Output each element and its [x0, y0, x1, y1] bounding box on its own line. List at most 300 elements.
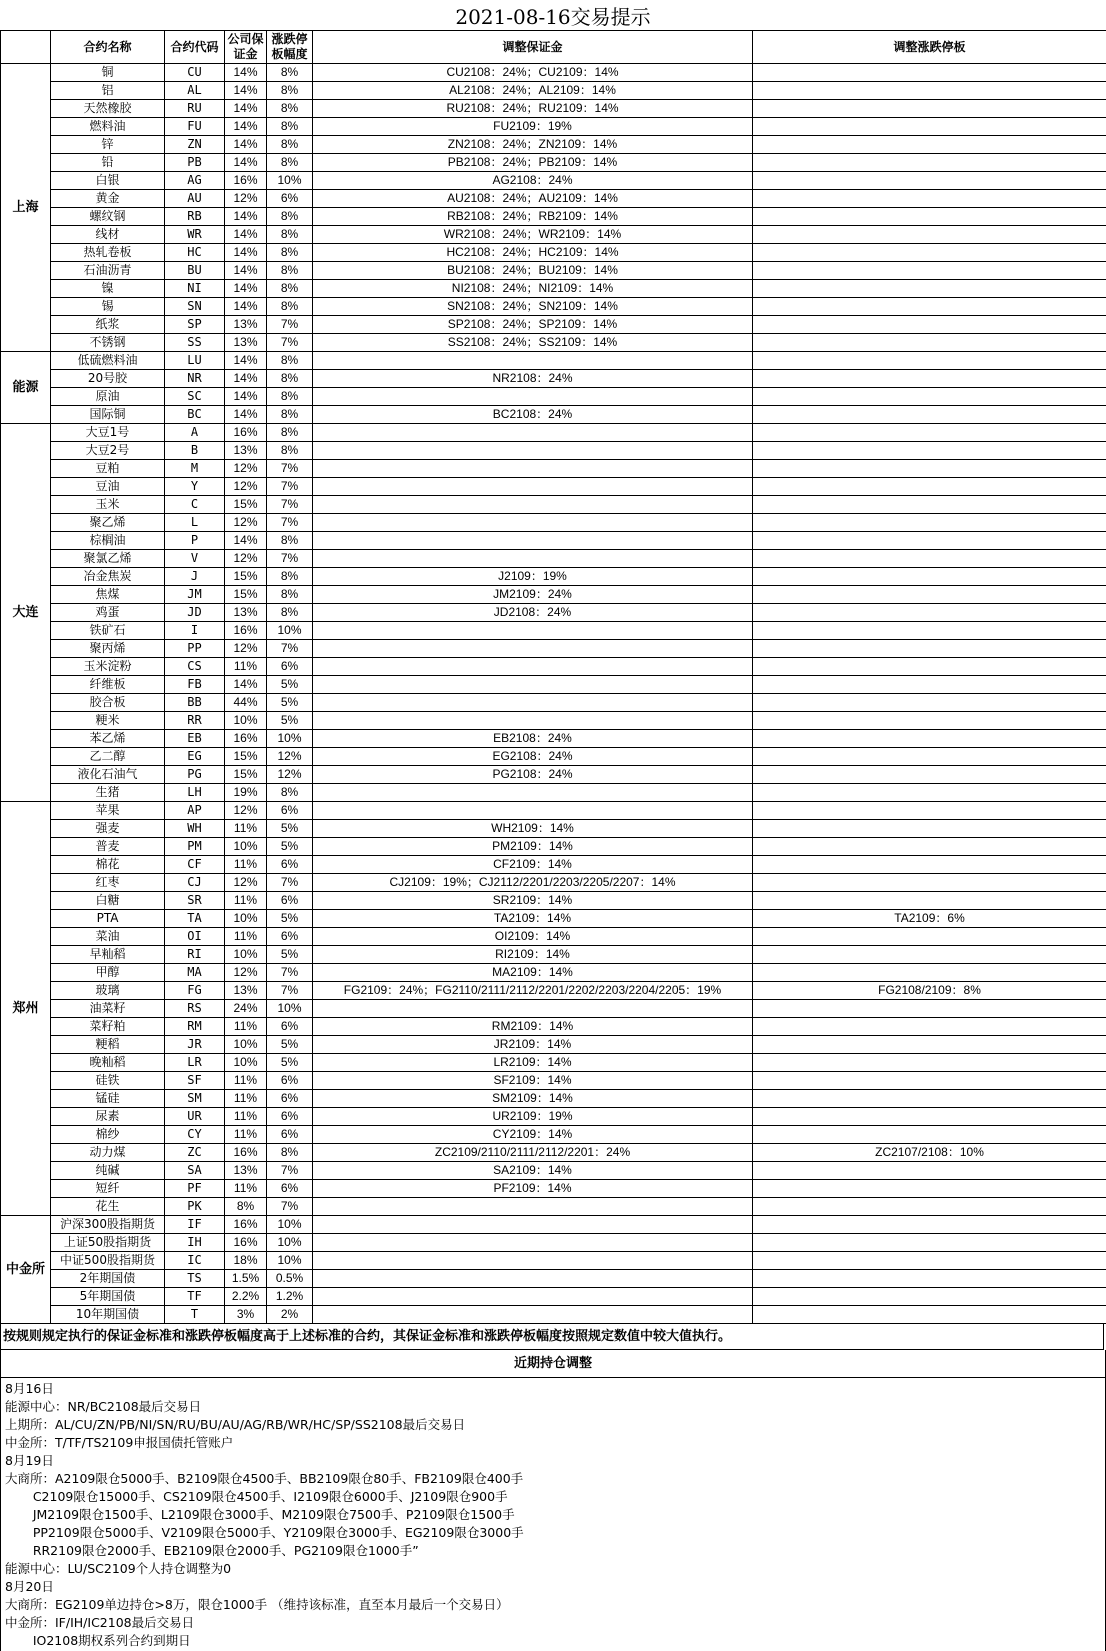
adjusted-margin-cell: PF2109：14% [313, 1180, 753, 1198]
table-row [1, 64, 1106, 82]
table-row [1, 784, 1106, 802]
adjusted-margin-cell: OI2109：14% [313, 928, 753, 946]
contract-code-cell: SP [165, 316, 225, 334]
contract-code-cell: SN [165, 298, 225, 316]
table-row [1, 136, 1106, 154]
company-margin-cell: 8% [225, 1198, 267, 1216]
contract-code-cell: PB [165, 154, 225, 172]
position-line: 8月16日 [5, 1381, 54, 1396]
position-line: IO2108期权系列合约到期日 [5, 1633, 191, 1648]
contract-code-cell: V [165, 550, 225, 568]
table-row [1, 460, 1106, 478]
company-margin-cell: 11% [225, 856, 267, 874]
company-margin-cell: 11% [225, 928, 267, 946]
table-row [1, 910, 1106, 928]
contract-name-cell: 20号胶 [51, 370, 165, 388]
contract-code-cell: IC [165, 1252, 225, 1270]
adjusted-margin-cell [313, 802, 753, 820]
contract-name-cell: 豆油 [51, 478, 165, 496]
price-limit-cell: 6% [267, 892, 313, 910]
contract-code-cell: WR [165, 226, 225, 244]
contract-name-cell: 棉花 [51, 856, 165, 874]
contract-name-cell: 乙二醇 [51, 748, 165, 766]
table-row [1, 388, 1106, 406]
adjusted-margin-cell: PM2109：14% [313, 838, 753, 856]
company-margin-cell: 14% [225, 532, 267, 550]
company-margin-cell: 10% [225, 1054, 267, 1072]
contract-code-cell: RB [165, 208, 225, 226]
table-row [1, 316, 1106, 334]
table-row [1, 586, 1106, 604]
adjusted-limit-cell [753, 1072, 1106, 1090]
adjusted-margin-cell [313, 352, 753, 370]
price-limit-cell: 1.2% [267, 1288, 313, 1306]
adjusted-limit-cell [753, 226, 1106, 244]
adjusted-margin-cell [313, 1216, 753, 1234]
company-margin-cell: 12% [225, 550, 267, 568]
company-margin-cell: 12% [225, 460, 267, 478]
company-margin-cell: 10% [225, 1036, 267, 1054]
adjusted-limit-cell [753, 712, 1106, 730]
contract-code-cell: RI [165, 946, 225, 964]
contract-name-cell: 纸浆 [51, 316, 165, 334]
adjusted-limit-cell: ZC2107/2108：10% [753, 1144, 1106, 1162]
adjusted-margin-cell: CJ2109：19%；CJ2112/2201/2203/2205/2207：14% [313, 874, 753, 892]
price-limit-cell: 8% [267, 118, 313, 136]
company-margin-cell: 14% [225, 352, 267, 370]
adjusted-margin-cell: ZN2108：24%；ZN2109：14% [313, 136, 753, 154]
price-limit-cell: 5% [267, 820, 313, 838]
table-row [1, 874, 1106, 892]
price-limit-cell: 0.5% [267, 1270, 313, 1288]
adjusted-limit-cell [753, 280, 1106, 298]
adjusted-limit-cell [753, 172, 1106, 190]
company-margin-cell: 11% [225, 820, 267, 838]
adjusted-margin-cell [313, 1306, 753, 1324]
table-row [1, 676, 1106, 694]
adjusted-limit-cell [753, 208, 1106, 226]
contract-code-cell: A [165, 424, 225, 442]
adjusted-limit-cell: TA2109：6% [753, 910, 1106, 928]
contract-name-cell: 硅铁 [51, 1072, 165, 1090]
position-line: 8月19日 [5, 1453, 54, 1468]
position-line: 8月20日 [5, 1579, 54, 1594]
table-row [1, 856, 1106, 874]
price-limit-cell: 7% [267, 460, 313, 478]
adjusted-margin-cell: SP2108：24%；SP2109：14% [313, 316, 753, 334]
table-row [1, 820, 1106, 838]
contract-name-cell: 甲醇 [51, 964, 165, 982]
company-margin-cell: 11% [225, 1126, 267, 1144]
company-margin-cell: 16% [225, 1144, 267, 1162]
table-row [1, 658, 1106, 676]
price-limit-cell: 8% [267, 226, 313, 244]
table-row [1, 982, 1106, 1000]
contract-name-cell: 晚籼稻 [51, 1054, 165, 1072]
contract-code-cell: LR [165, 1054, 225, 1072]
price-limit-cell: 10% [267, 1252, 313, 1270]
price-limit-cell: 8% [267, 784, 313, 802]
contract-name-cell: 螺纹钢 [51, 208, 165, 226]
adjusted-margin-cell: SR2109：14% [313, 892, 753, 910]
company-margin-cell: 14% [225, 370, 267, 388]
company-margin-cell: 15% [225, 568, 267, 586]
contract-name-cell: 棕榈油 [51, 532, 165, 550]
contract-code-cell: SS [165, 334, 225, 352]
price-limit-cell: 8% [267, 568, 313, 586]
header-exchange [1, 31, 51, 64]
price-limit-cell: 8% [267, 370, 313, 388]
adjusted-margin-cell [313, 1270, 753, 1288]
adjusted-limit-cell [753, 316, 1106, 334]
contract-name-cell: 菜油 [51, 928, 165, 946]
adjusted-limit-cell [753, 838, 1106, 856]
company-margin-cell: 14% [225, 136, 267, 154]
price-limit-cell: 8% [267, 442, 313, 460]
table-row [1, 190, 1106, 208]
adjusted-margin-cell: FU2109：19% [313, 118, 753, 136]
adjusted-limit-cell [753, 442, 1106, 460]
table-row [1, 100, 1106, 118]
contract-name-cell: 2年期国债 [51, 1270, 165, 1288]
table-row [1, 244, 1106, 262]
adjusted-margin-cell [313, 1252, 753, 1270]
company-margin-cell: 10% [225, 946, 267, 964]
contract-name-cell: 尿素 [51, 1108, 165, 1126]
contract-name-cell: 玉米 [51, 496, 165, 514]
adjusted-margin-cell: SM2109：14% [313, 1090, 753, 1108]
adjusted-limit-cell [753, 136, 1106, 154]
adjusted-margin-cell [313, 676, 753, 694]
contract-code-cell: J [165, 568, 225, 586]
exchange-cell: 大连 [1, 424, 51, 802]
price-limit-cell: 7% [267, 514, 313, 532]
company-margin-cell: 13% [225, 982, 267, 1000]
adjusted-limit-cell [753, 856, 1106, 874]
contract-name-cell: 低硫燃料油 [51, 352, 165, 370]
adjusted-margin-cell [313, 424, 753, 442]
contract-name-cell: 动力煤 [51, 1144, 165, 1162]
contract-code-cell: IH [165, 1234, 225, 1252]
contract-name-cell: 沪深300股指期货 [51, 1216, 165, 1234]
adjusted-margin-cell [313, 1000, 753, 1018]
table-row [1, 478, 1106, 496]
adjusted-margin-cell: CF2109：14% [313, 856, 753, 874]
adjusted-margin-cell [313, 514, 753, 532]
adjusted-limit-cell [753, 100, 1106, 118]
price-limit-cell: 8% [267, 298, 313, 316]
adjusted-limit-cell [753, 1126, 1106, 1144]
price-limit-cell: 8% [267, 82, 313, 100]
contract-code-cell: FB [165, 676, 225, 694]
price-limit-cell: 6% [267, 856, 313, 874]
table-row [1, 604, 1106, 622]
price-limit-cell: 5% [267, 1054, 313, 1072]
adjusted-margin-cell: EB2108：24% [313, 730, 753, 748]
contract-code-cell: CF [165, 856, 225, 874]
contract-code-cell: LU [165, 352, 225, 370]
price-limit-cell: 8% [267, 388, 313, 406]
contract-code-cell: MA [165, 964, 225, 982]
company-margin-cell: 14% [225, 82, 267, 100]
company-margin-cell: 11% [225, 658, 267, 676]
table-row [1, 82, 1106, 100]
company-margin-cell: 13% [225, 1162, 267, 1180]
contract-code-cell: T [165, 1306, 225, 1324]
contract-name-cell: 原油 [51, 388, 165, 406]
contract-name-cell: 铅 [51, 154, 165, 172]
rule-note: 按规则规定执行的保证金标准和涨跌停板幅度高于上述标准的合约，其保证金标准和涨跌停板幅度按照规定数值中较大值执行。 [0, 1324, 1104, 1350]
company-margin-cell: 16% [225, 622, 267, 640]
table-row [1, 208, 1106, 226]
contract-name-cell: 白糖 [51, 892, 165, 910]
table-row [1, 280, 1106, 298]
price-limit-cell: 10% [267, 730, 313, 748]
company-margin-cell: 12% [225, 514, 267, 532]
contract-name-cell: 铜 [51, 64, 165, 82]
table-row [1, 802, 1106, 820]
positions-list [0, 1378, 1106, 1651]
adjusted-limit-cell [753, 1252, 1106, 1270]
price-limit-cell: 8% [267, 532, 313, 550]
table-row [1, 1288, 1106, 1306]
table-row [1, 748, 1106, 766]
table-row [1, 1126, 1106, 1144]
position-line: PP2109限仓5000手、V2109限仓5000手、Y2109限仓3000手、EG2109限仓3000手 [5, 1525, 524, 1540]
adjusted-margin-cell: WH2109：14% [313, 820, 753, 838]
adjusted-limit-cell [753, 1270, 1106, 1288]
price-limit-cell: 5% [267, 712, 313, 730]
adjusted-margin-cell: PG2108：24% [313, 766, 753, 784]
adjusted-margin-cell: CY2109：14% [313, 1126, 753, 1144]
company-margin-cell: 14% [225, 406, 267, 424]
adjusted-margin-cell [313, 460, 753, 478]
price-limit-cell: 6% [267, 658, 313, 676]
price-limit-cell: 7% [267, 550, 313, 568]
price-limit-cell: 7% [267, 334, 313, 352]
table-row [1, 838, 1106, 856]
adjusted-margin-cell: EG2108：24% [313, 748, 753, 766]
table-row [1, 1072, 1106, 1090]
table-row [1, 1090, 1106, 1108]
company-margin-cell: 16% [225, 1216, 267, 1234]
company-margin-cell: 13% [225, 316, 267, 334]
price-limit-cell: 6% [267, 1126, 313, 1144]
adjusted-margin-cell: TA2109：14% [313, 910, 753, 928]
contract-code-cell: EG [165, 748, 225, 766]
adjusted-margin-cell: PB2108：24%；PB2109：14% [313, 154, 753, 172]
contract-code-cell: SC [165, 388, 225, 406]
price-limit-cell: 2% [267, 1306, 313, 1324]
company-margin-cell: 12% [225, 802, 267, 820]
adjusted-margin-cell: ZC2109/2110/2111/2112/2201：24% [313, 1144, 753, 1162]
contract-code-cell: SM [165, 1090, 225, 1108]
adjusted-margin-cell [313, 496, 753, 514]
contract-code-cell: B [165, 442, 225, 460]
contract-code-cell: HC [165, 244, 225, 262]
adjusted-limit-cell [753, 1162, 1106, 1180]
adjusted-limit-cell [753, 694, 1106, 712]
contract-name-cell: 苯乙烯 [51, 730, 165, 748]
adjusted-limit-cell [753, 1054, 1106, 1072]
price-limit-cell: 7% [267, 964, 313, 982]
contract-name-cell: 冶金焦炭 [51, 568, 165, 586]
price-limit-cell: 10% [267, 172, 313, 190]
adjusted-limit-cell [753, 1180, 1106, 1198]
price-limit-cell: 7% [267, 1198, 313, 1216]
company-margin-cell: 19% [225, 784, 267, 802]
contract-code-cell: PK [165, 1198, 225, 1216]
contract-name-cell: 红枣 [51, 874, 165, 892]
company-margin-cell: 11% [225, 1018, 267, 1036]
contract-code-cell: RR [165, 712, 225, 730]
company-margin-cell: 14% [225, 226, 267, 244]
company-margin-cell: 10% [225, 910, 267, 928]
adjusted-margin-cell [313, 442, 753, 460]
adjusted-margin-cell: BC2108：24% [313, 406, 753, 424]
contract-name-cell: PTA [51, 910, 165, 928]
contract-name-cell: 油菜籽 [51, 1000, 165, 1018]
company-margin-cell: 12% [225, 640, 267, 658]
table-row [1, 712, 1106, 730]
adjusted-margin-cell [313, 478, 753, 496]
company-margin-cell: 44% [225, 694, 267, 712]
table-row [1, 514, 1106, 532]
position-line: 上期所：AL/CU/ZN/PB/NI/SN/RU/BU/AU/AG/RB/WR/HC/SP/SS2108最后交易日 [5, 1417, 466, 1432]
price-limit-cell: 8% [267, 352, 313, 370]
adjusted-limit-cell [753, 676, 1106, 694]
exchange-cell: 中金所 [1, 1216, 51, 1324]
price-limit-cell: 5% [267, 946, 313, 964]
company-margin-cell: 2.2% [225, 1288, 267, 1306]
adjusted-margin-cell: UR2109：19% [313, 1108, 753, 1126]
adjusted-margin-cell: J2109：19% [313, 568, 753, 586]
contract-name-cell: 鸡蛋 [51, 604, 165, 622]
contract-name-cell: 国际铜 [51, 406, 165, 424]
adjusted-limit-cell [753, 478, 1106, 496]
adjusted-margin-cell: WR2108：24%；WR2109：14% [313, 226, 753, 244]
table-row [1, 154, 1106, 172]
contract-code-cell: SA [165, 1162, 225, 1180]
contract-code-cell: NI [165, 280, 225, 298]
table-row [1, 352, 1106, 370]
contract-code-cell: IF [165, 1216, 225, 1234]
positions-title: 近期持仓调整 [0, 1350, 1106, 1378]
company-margin-cell: 12% [225, 964, 267, 982]
table-row [1, 532, 1106, 550]
contract-name-cell: 线材 [51, 226, 165, 244]
price-limit-cell: 6% [267, 1180, 313, 1198]
price-limit-cell: 6% [267, 928, 313, 946]
contract-name-cell: 早籼稻 [51, 946, 165, 964]
company-margin-cell: 14% [225, 262, 267, 280]
company-margin-cell: 12% [225, 478, 267, 496]
table-row [1, 622, 1106, 640]
adjusted-limit-cell [753, 766, 1106, 784]
company-margin-cell: 12% [225, 874, 267, 892]
table-row [1, 928, 1106, 946]
contract-name-cell: 粳稻 [51, 1036, 165, 1054]
contract-code-cell: M [165, 460, 225, 478]
margin-table [0, 30, 1106, 1324]
table-row [1, 370, 1106, 388]
contract-name-cell: 玻璃 [51, 982, 165, 1000]
contract-name-cell: 大豆1号 [51, 424, 165, 442]
table-row [1, 334, 1106, 352]
company-margin-cell: 16% [225, 1234, 267, 1252]
company-margin-cell: 14% [225, 64, 267, 82]
company-margin-cell: 3% [225, 1306, 267, 1324]
adjusted-limit-cell [753, 334, 1106, 352]
adjusted-limit-cell [753, 154, 1106, 172]
contract-code-cell: SR [165, 892, 225, 910]
contract-name-cell: 聚乙烯 [51, 514, 165, 532]
header-name: 合约名称 [51, 31, 165, 64]
company-margin-cell: 14% [225, 208, 267, 226]
adjusted-limit-cell [753, 1198, 1106, 1216]
adjusted-limit-cell [753, 118, 1106, 136]
header-margin: 公司保证金 [225, 31, 267, 64]
table-row [1, 262, 1106, 280]
price-limit-cell: 8% [267, 604, 313, 622]
price-limit-cell: 10% [267, 1234, 313, 1252]
adjusted-limit-cell [753, 568, 1106, 586]
contract-name-cell: 5年期国债 [51, 1288, 165, 1306]
contract-code-cell: SF [165, 1072, 225, 1090]
adjusted-limit-cell [753, 460, 1106, 478]
price-limit-cell: 6% [267, 1072, 313, 1090]
price-limit-cell: 7% [267, 640, 313, 658]
adjusted-margin-cell: AU2108：24%；AU2109：14% [313, 190, 753, 208]
price-limit-cell: 8% [267, 208, 313, 226]
contract-code-cell: UR [165, 1108, 225, 1126]
adjusted-margin-cell: JM2109：24% [313, 586, 753, 604]
contract-code-cell: AP [165, 802, 225, 820]
table-row [1, 1018, 1106, 1036]
position-line: C2109限仓15000手、CS2109限仓4500手、I2109限仓6000手、J2109限仓900手 [5, 1489, 508, 1504]
company-margin-cell: 11% [225, 1090, 267, 1108]
adjusted-limit-cell [753, 802, 1106, 820]
price-limit-cell: 7% [267, 478, 313, 496]
contract-code-cell: CU [165, 64, 225, 82]
contract-name-cell: 热轧卷板 [51, 244, 165, 262]
contract-code-cell: CY [165, 1126, 225, 1144]
table-header-row [1, 31, 1106, 64]
contract-name-cell: 普麦 [51, 838, 165, 856]
adjusted-limit-cell [753, 640, 1106, 658]
price-limit-cell: 10% [267, 1000, 313, 1018]
price-limit-cell: 8% [267, 100, 313, 118]
table-row [1, 1234, 1106, 1252]
company-margin-cell: 14% [225, 676, 267, 694]
adjusted-limit-cell [753, 1234, 1106, 1252]
contract-code-cell: RU [165, 100, 225, 118]
adjusted-limit-cell [753, 244, 1106, 262]
exchange-cell: 郑州 [1, 802, 51, 1216]
table-row [1, 1108, 1106, 1126]
contract-name-cell: 粳米 [51, 712, 165, 730]
adjusted-margin-cell [313, 550, 753, 568]
adjusted-margin-cell: MA2109：14% [313, 964, 753, 982]
adjusted-limit-cell [753, 1288, 1106, 1306]
company-margin-cell: 16% [225, 172, 267, 190]
contract-name-cell: 10年期国债 [51, 1306, 165, 1324]
adjusted-limit-cell [753, 514, 1106, 532]
adjusted-limit-cell [753, 1000, 1106, 1018]
table-row [1, 1000, 1106, 1018]
table-row [1, 1270, 1106, 1288]
adjusted-limit-cell [753, 550, 1106, 568]
